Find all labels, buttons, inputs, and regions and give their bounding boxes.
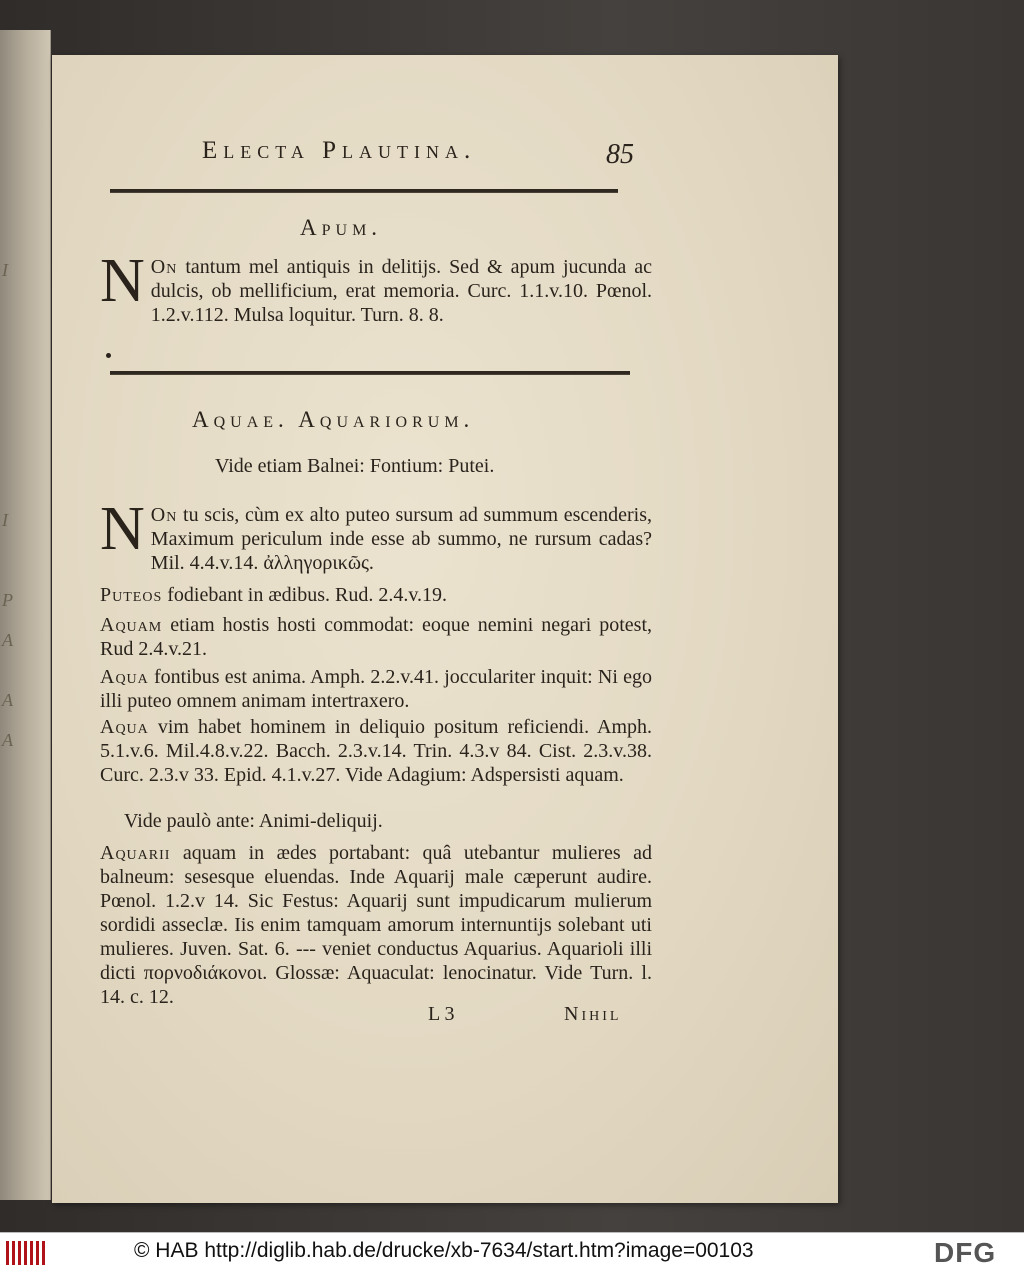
paragraph-text: fodiebant in ædibus. Rud. 2.4.v.19. xyxy=(167,584,448,606)
paragraph-text: vim habet hominem in deliquio positum reficiendi. Amph. 5.1.v.6. Mil.4.8.v.22. Bacch. 2.3.v.14. Trin. 4.3.v 84. Cist. 2.3.v.38. Curc. 2.3.v 33. Epid. 4.1.v.27. Vide Adagium: Adspersisti aquam. xyxy=(100,716,653,786)
lead-word: Puteos xyxy=(100,584,163,606)
divider-rule xyxy=(110,189,618,193)
paragraph-aquam xyxy=(100,613,652,661)
paragraph-aqua-vim xyxy=(100,715,652,787)
lead-word: On xyxy=(150,504,178,526)
paragraph-aquae-intro xyxy=(100,495,652,575)
lead-word: Aqua xyxy=(100,666,149,688)
paragraph-text: tu scis, cùm ex alto puteo sursum ad summum escenderis, Maximum periculum inde esse ab summo, ne rursum cadas? Mil. 4.4.v.14. ἀλληγορικῶς. xyxy=(150,504,652,574)
facing-page-fragment: I xyxy=(2,510,8,530)
facing-page-fragment: A xyxy=(2,690,13,710)
facing-page-fragment: I xyxy=(2,260,8,280)
paragraph-apum xyxy=(100,247,653,327)
section-heading-aquae: Aquae. Aquariorum. xyxy=(192,407,475,432)
facing-page-fragment: A xyxy=(2,730,13,750)
divider-rule xyxy=(110,371,630,375)
lead-word: Aqua xyxy=(100,716,149,738)
hab-logo-icon xyxy=(6,1241,50,1265)
facing-page-fragment: A xyxy=(2,630,13,650)
facing-page-edge xyxy=(0,30,51,1200)
footer-bar xyxy=(0,1232,1024,1271)
cross-reference: Vide paulò ante: Animi-deliquij. xyxy=(124,810,383,832)
running-head: Electa Plautina. xyxy=(202,137,477,164)
lead-word: On xyxy=(150,256,178,278)
facing-page-fragment: P xyxy=(2,590,13,610)
paragraph-aqua-fontibus xyxy=(100,665,652,713)
page-number: 85 xyxy=(606,139,634,170)
paragraph-aquarii xyxy=(100,841,652,1009)
catchword: Nihil xyxy=(564,1003,622,1025)
paragraph-text: fontibus est anima. Amph. 2.2.v.41. jocculariter inquit: Ni ego illi puteo omnem animam intertraxero. xyxy=(100,666,652,712)
signature-mark: L 3 xyxy=(428,1003,455,1025)
drop-initial: N xyxy=(100,247,145,315)
ink-dot xyxy=(106,353,111,358)
book-page xyxy=(52,55,838,1203)
dfg-logo: DFG xyxy=(934,1237,997,1268)
paragraph-text: etiam hostis hosti commodat: eoque nemini negari potest, Rud 2.4.v.21. xyxy=(100,614,652,660)
lead-word: Aquarii xyxy=(100,842,171,864)
paragraph-text: aquam in ædes portabant: quâ utebantur mulieres ad balneum: sesesque eluendas. Inde Aquarij male cæperunt audire. Pœnol. 1.2.v 14. Sic Festus: Aquarij sunt impudicarum mulierum sordidi asseclæ. Iis enim tamquam amorum internuntijs solebant uti mulieres. Juven. Sat. 6. --- veniet conductus Aquarius. Aquarioli illi dicti πορνοδιάκονοι. Glossæ: Aquaculat: lenocinatur. Vide Turn. l. 14. c. 12. xyxy=(100,842,652,1008)
paragraph-text: tantum mel antiquis in delitijs. Sed & apum jucunda ac dulcis, ob mellificium, erat memoria. Curc. 1.1.v.10. Pœnol. 1.2.v.112. Mulsa loquitur. Turn. 8. 8. xyxy=(150,256,653,326)
footer-source-link[interactable]: © HAB http://diglib.hab.de/drucke/xb-7634/start.htm?image=00103 xyxy=(134,1239,754,1262)
drop-initial: N xyxy=(100,495,145,563)
paragraph-puteos xyxy=(100,583,652,607)
lead-word: Aquam xyxy=(100,614,163,636)
cross-reference: Vide etiam Balnei: Fontium: Putei. xyxy=(215,455,495,477)
section-heading-apum: Apum. xyxy=(300,215,383,240)
